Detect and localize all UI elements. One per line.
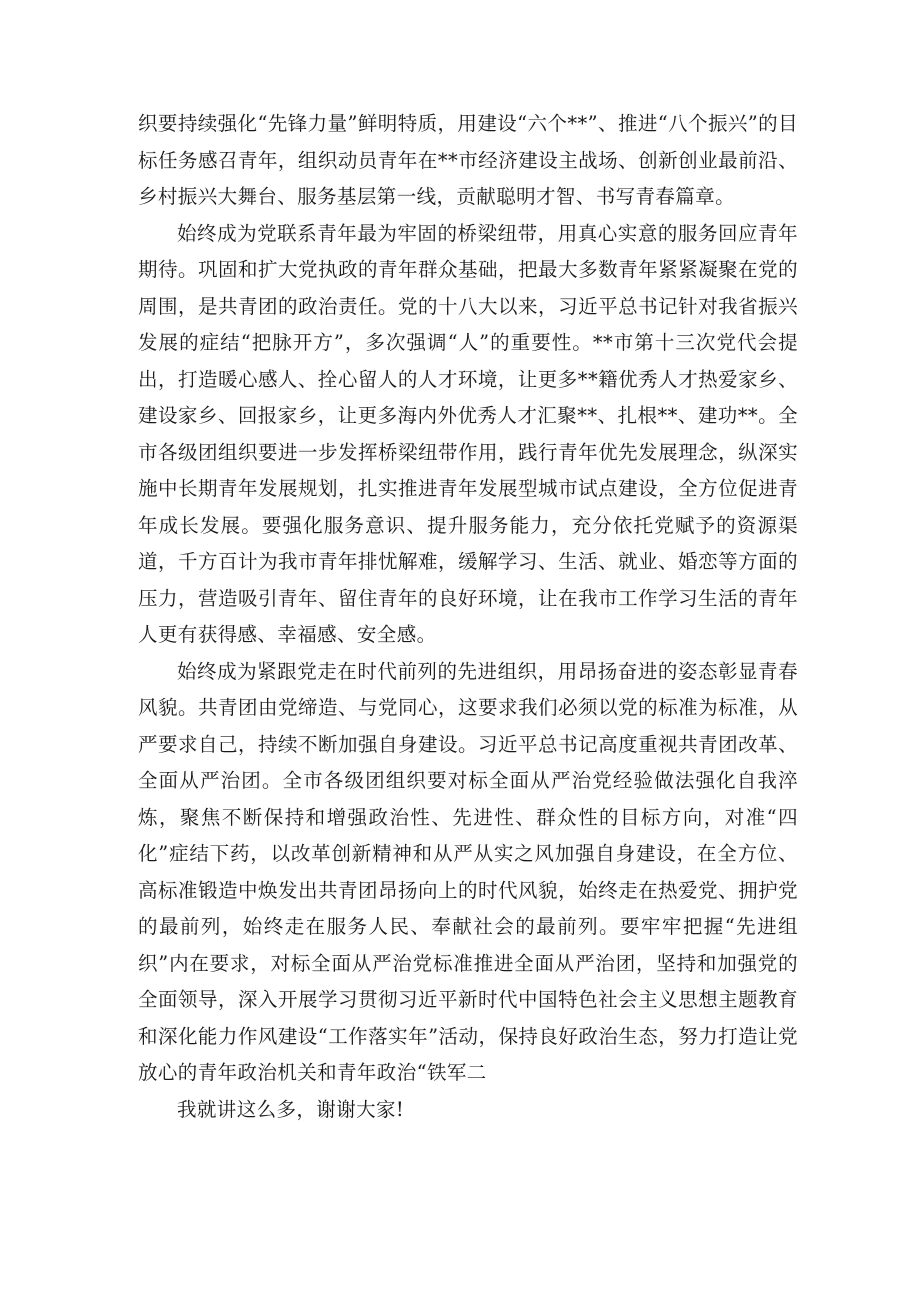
paragraph-continued: 织要持续强化“先锋力量”鲜明特质，用建设“六个**”、推进“八个振兴”的目标任务感召青年，组织动员青年在**市经济建设主战场、创新创业最前沿、乡村振兴大舞台、服务基层第一线，贡献聪明才智、书写青春篇章。 xyxy=(138,112,798,208)
paragraph-advanced-organization: 始终成为紧跟党走在时代前列的先进组织，用昂扬奋进的姿态彰显青春风貌。共青团由党缔造、与党同心，这要求我们必须以党的标准为标准，从严要求自己，持续不断加强自身建设。习近平总书记高度重视共青团改革、全面从严治团。全市各级团组织要对标全面从严治党经验做法强化自我淬炼，聚焦不断保持和增强政治性、先进性、群众性的目标方向，对准“四化”症结下药，以改革创新精神和从严从实之风加强自身建设，在全方位、高标准锻造中焕发出共青团昂扬向上的时代风貌，始终走在热爱党、拥护党的最前列，始终走在服务人民、奉献社会的最前列。要牢牢把握“先进组织”内在要求，对标全面从严治党标准推进全面从严治团，坚持和加强党的全面领导，深入开展学习贯彻习近平新时代中国特色社会主义思想主题教育和深化能力作风建设“工作落实年”活动，保持良好政治生态，努力打造让党放心的青年政治机关和青年政治“铁军二 xyxy=(138,659,798,1084)
paragraph-bridge: 始终成为党联系青年最为牢固的桥梁纽带，用真心实意的服务回应青年期待。巩固和扩大党执政的青年群众基础，把最大多数青年紧紧凝聚在党的周围，是共青团的政治责任。党的十八大以来，习近平总书记针对我省振兴发展的症结“把脉开方”，多次强调“人”的重要性。**市第十三次党代会提出，打造暖心感人、拴心留人的人才环境，让更多**籍优秀人才热爱家乡、建设家乡、回报家乡，让更多海内外优秀人才汇聚**、扎根**、建功**。全市各级团组织要进一步发挥桥梁纽带作用，践行青年优先发展理念，纵深实施中长期青年发展规划，扎实推进青年发展型城市试点建设，全方位促进青年成长发展。要强化服务意识、提升服务能力，充分依托党赋予的资源渠道，千方百计为我市青年排忧解难，缓解学习、生活、就业、婚恋等方面的压力，营造吸引青年、留住青年的良好环境，让在我市工作学习生活的青年人更有获得感、幸福感、安全感。 xyxy=(138,221,798,646)
paragraph-closing: 我就讲这么多，谢谢大家! xyxy=(177,1097,405,1121)
body-text xyxy=(138,106,798,1128)
